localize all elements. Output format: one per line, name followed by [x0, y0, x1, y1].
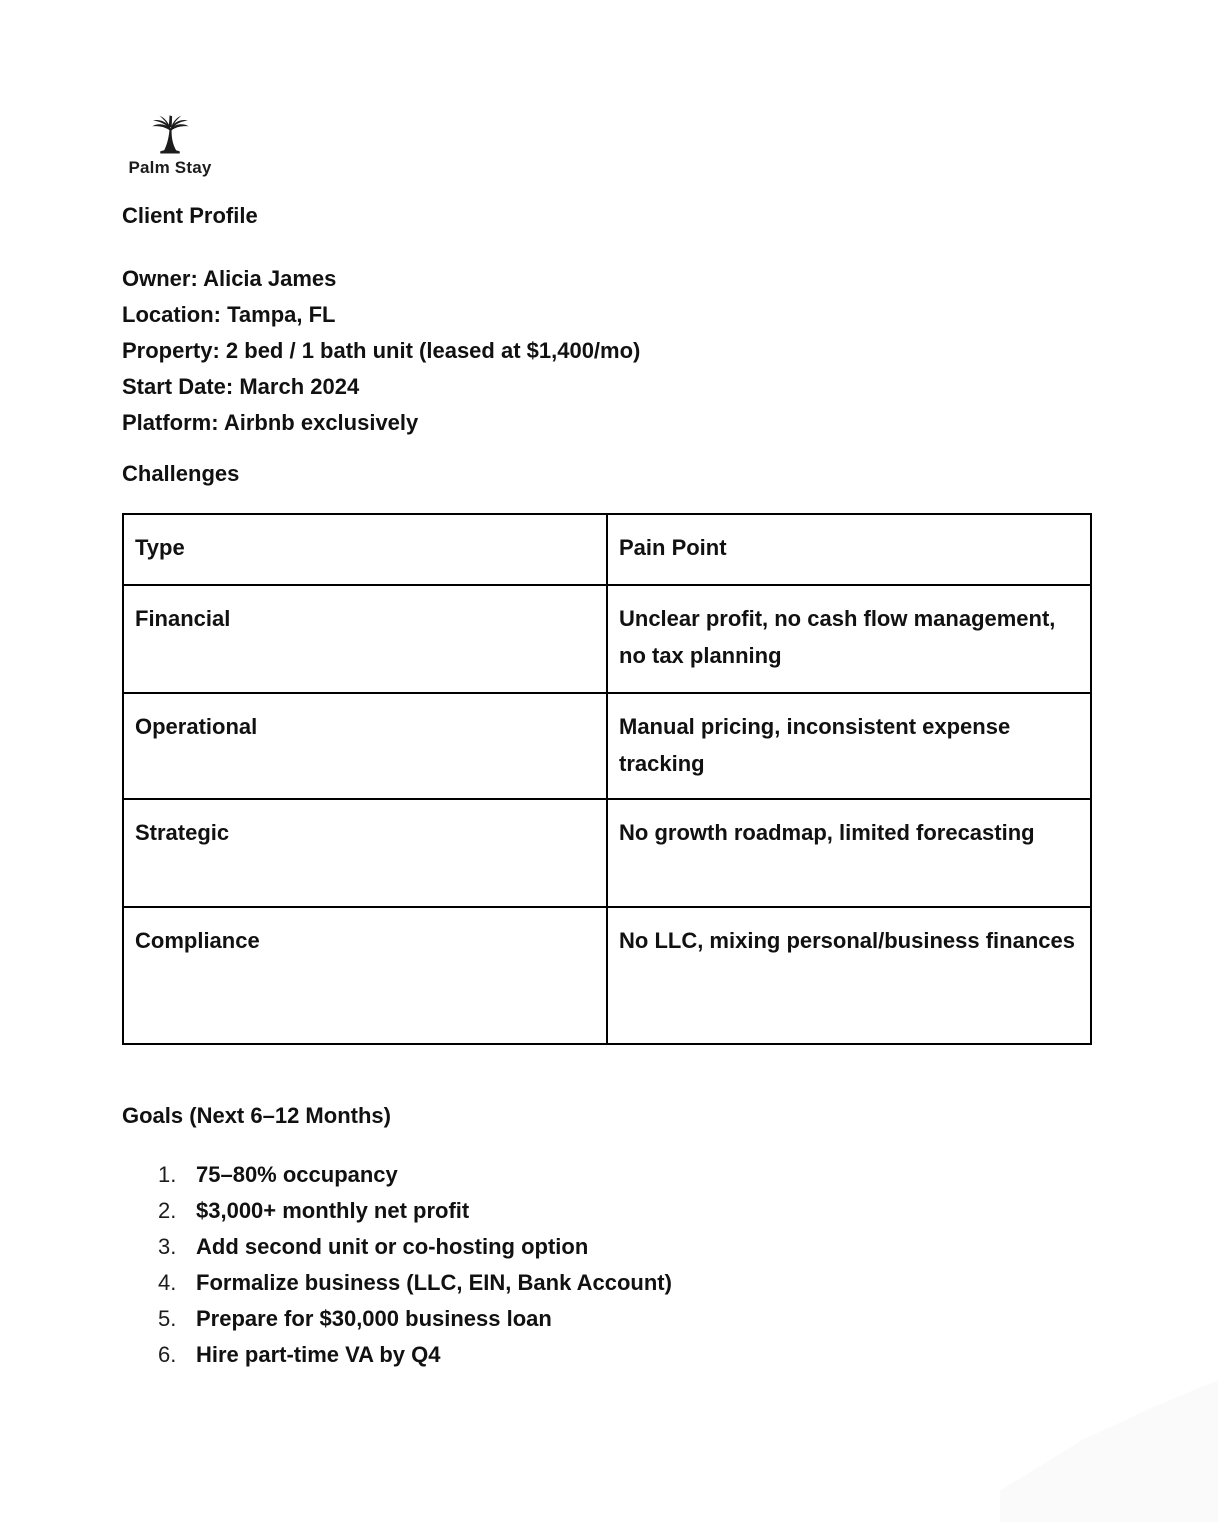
table-row — [123, 907, 1091, 1044]
table-cell-type: Compliance — [123, 907, 607, 1044]
list-item: Hire part-time VA by Q4 — [196, 1342, 441, 1367]
brand-name: Palm Stay — [128, 158, 212, 177]
table-header-pain-point: Pain Point — [607, 514, 1091, 585]
challenges-heading: Challenges — [122, 461, 240, 486]
page-title: Client Profile — [122, 203, 258, 228]
document-content — [122, 112, 1092, 1373]
goals-heading: Goals (Next 6–12 Months) — [122, 1103, 391, 1128]
table-cell-type: Operational — [123, 693, 607, 799]
list-item: 75–80% occupancy — [196, 1162, 398, 1187]
list-item: Add second unit or co-hosting option — [196, 1234, 589, 1259]
table-row — [123, 585, 1091, 693]
profile-line-property: Property: 2 bed / 1 bath unit (leased at $1,400/mo) — [122, 338, 641, 363]
table-cell-type: Financial — [123, 585, 607, 693]
brand-logo — [124, 112, 216, 178]
client-profile-block — [122, 261, 1092, 441]
list-item: Formalize business (LLC, EIN, Bank Account) — [196, 1270, 672, 1295]
table-header-type: Type — [123, 514, 607, 585]
table-row — [123, 693, 1091, 799]
profile-line-owner: Owner: Alicia James — [122, 266, 337, 291]
challenges-table — [122, 513, 1092, 1045]
table-row — [123, 799, 1091, 907]
table-cell-pain-point: Unclear profit, no cash flow management, no tax planning — [607, 585, 1091, 693]
table-cell-pain-point: Manual pricing, inconsistent expense tracking — [607, 693, 1091, 799]
list-item: $3,000+ monthly net profit — [196, 1198, 470, 1223]
table-header-row — [123, 514, 1091, 585]
profile-line-platform: Platform: Airbnb exclusively — [122, 410, 419, 435]
palm-tree-icon — [147, 112, 193, 156]
table-cell-type: Strategic — [123, 799, 607, 907]
goals-list — [122, 1157, 1092, 1373]
corner-watermark — [1000, 1380, 1218, 1522]
table-cell-pain-point: No LLC, mixing personal/business finances — [607, 907, 1091, 1044]
list-item: Prepare for $30,000 business loan — [196, 1306, 552, 1331]
table-cell-pain-point: No growth roadmap, limited forecasting — [607, 799, 1091, 907]
profile-line-start: Start Date: March 2024 — [122, 374, 360, 399]
profile-line-location: Location: Tampa, FL — [122, 302, 336, 327]
